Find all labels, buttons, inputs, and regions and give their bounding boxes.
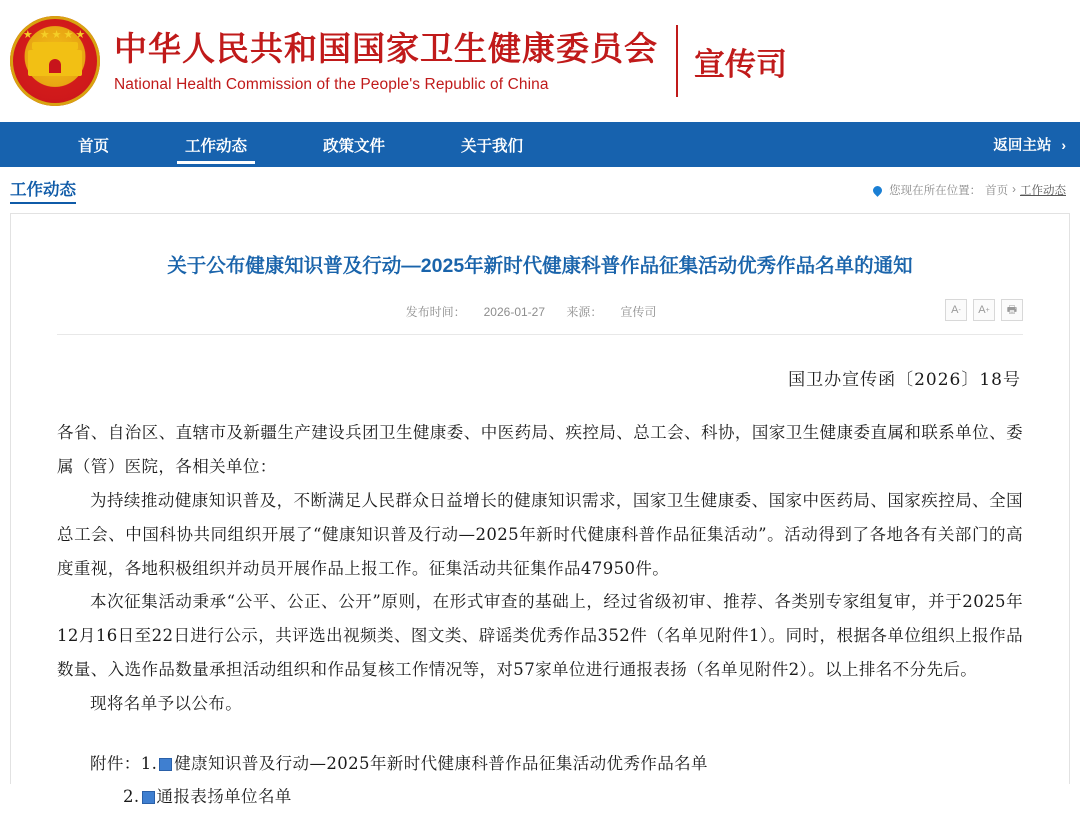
attachment-2-number: 2. [123,787,140,807]
attachment-row-2 [57,780,1023,814]
breadcrumb-home-link[interactable]: 首页 [985,185,1009,197]
back-to-main-site-label: 返回主站 [993,138,1052,154]
department-name: 宣传司 [694,46,787,82]
attachment-2-link[interactable]: 通报表扬单位名单 [156,787,292,807]
page-title: 工作动态 [10,176,76,204]
header-title-block [114,28,676,93]
article-paragraph-3: 现将名单予以公布。 [90,693,243,713]
nav-items [0,122,561,167]
nav-item-work-updates[interactable]: 工作动态 [147,122,285,167]
article-title: 关于公布健康知识普及行动—2025年新时代健康科普作品征集活动优秀作品名单的通知 [167,255,913,277]
print-icon[interactable]: 🖶 [1001,299,1023,321]
font-increase-label: A [978,303,986,316]
main-nav [0,122,1080,167]
site-title-cn: 中华人民共和国国家卫生健康委员会 [114,30,658,68]
breadcrumb-bar [0,167,1080,213]
breadcrumb-current-link[interactable]: 工作动态 [1020,185,1066,197]
font-increase-button[interactable]: A + [973,299,995,321]
source-label: 来源： [566,305,603,320]
attachment-row-1 [57,747,1023,781]
emblem-stars: ★ ★★★★ [22,29,88,41]
article-paragraph-2: 本次征集活动秉承“公平、公正、公开”原则，在形式审查的基础上，经过省级初审、推荐、各类别专家组复审，并于2025年12月16日至22日进行公示，共评选出视频类、图文类、辟谣类优秀作品352件（名单见附件1）。同时，根据各单位组织上报作品数量、入选作品数量承担活动组织和作品复核工作情况等，对57家单位进行通报表扬（名单见附件2）。以上排名不分先后。 [57,592,1023,679]
article-body [57,416,1023,814]
location-pin-icon [871,184,884,197]
publish-time-value: 2026-01-27 [483,305,546,320]
nav-item-about-us[interactable]: 关于我们 [461,137,524,155]
attachment-list [57,747,1023,814]
publish-time-label: 发布时间： [405,305,466,320]
back-to-main-site-link[interactable] [993,122,1080,167]
article-paragraph-1: 为持续推动健康知识普及，不断满足人民群众日益增长的健康知识需求，国家卫生健康委、国家中医药局、国家疾控局、全国总工会、中国科协共同组织开展了“健康知识普及行动—2025年新时代健康科普作品征集活动”。活动得到了各地各有关部门的高度重视，各地积极组织并动员开展作品上报工作。征集活动共征集作品47950件。 [57,490,1023,578]
source-value: 宣传司 [620,305,657,320]
attachment-1-link[interactable]: 健康知识普及行动—2025年新时代健康科普作品征集活动优秀作品名单 [174,753,708,773]
nav-item-policy-documents[interactable]: 政策文件 [323,137,386,155]
attachment-1-number: 1. [140,753,158,773]
breadcrumb [873,182,1066,198]
article-tools [945,299,1023,321]
header-titles [114,25,787,97]
attachment-label: 附件： [90,753,141,773]
breadcrumb-prefix: 您现在所在位置： [889,185,982,197]
article-meta [57,303,1023,335]
national-emblem-icon [10,16,100,106]
word-document-icon [142,791,155,804]
article-card [10,213,1070,807]
document-number: 国卫办宣传函〔2026〕18号 [788,370,1021,391]
article-meta-text [406,303,675,320]
nav-item-home[interactable]: 首页 [78,137,110,155]
header-divider [676,25,678,97]
site-header [0,0,1080,122]
word-document-icon [159,758,172,771]
article-paragraph-0: 各省、自治区、直辖市及新疆生产建设兵团卫生健康委、中医药局、疾控局、总工会、科协，国家卫生健康委直属和联系单位、委属（管）医院，各相关单位： [57,423,1023,477]
chevron-right-icon: › [1061,136,1066,153]
font-decrease-button[interactable]: A - [945,299,967,321]
breadcrumb-separator: › [1012,184,1016,196]
font-decrease-label: A [951,303,959,316]
emblem-gate [28,50,82,76]
site-title-en: National Health Commission of the People's Republic of China [114,75,549,93]
